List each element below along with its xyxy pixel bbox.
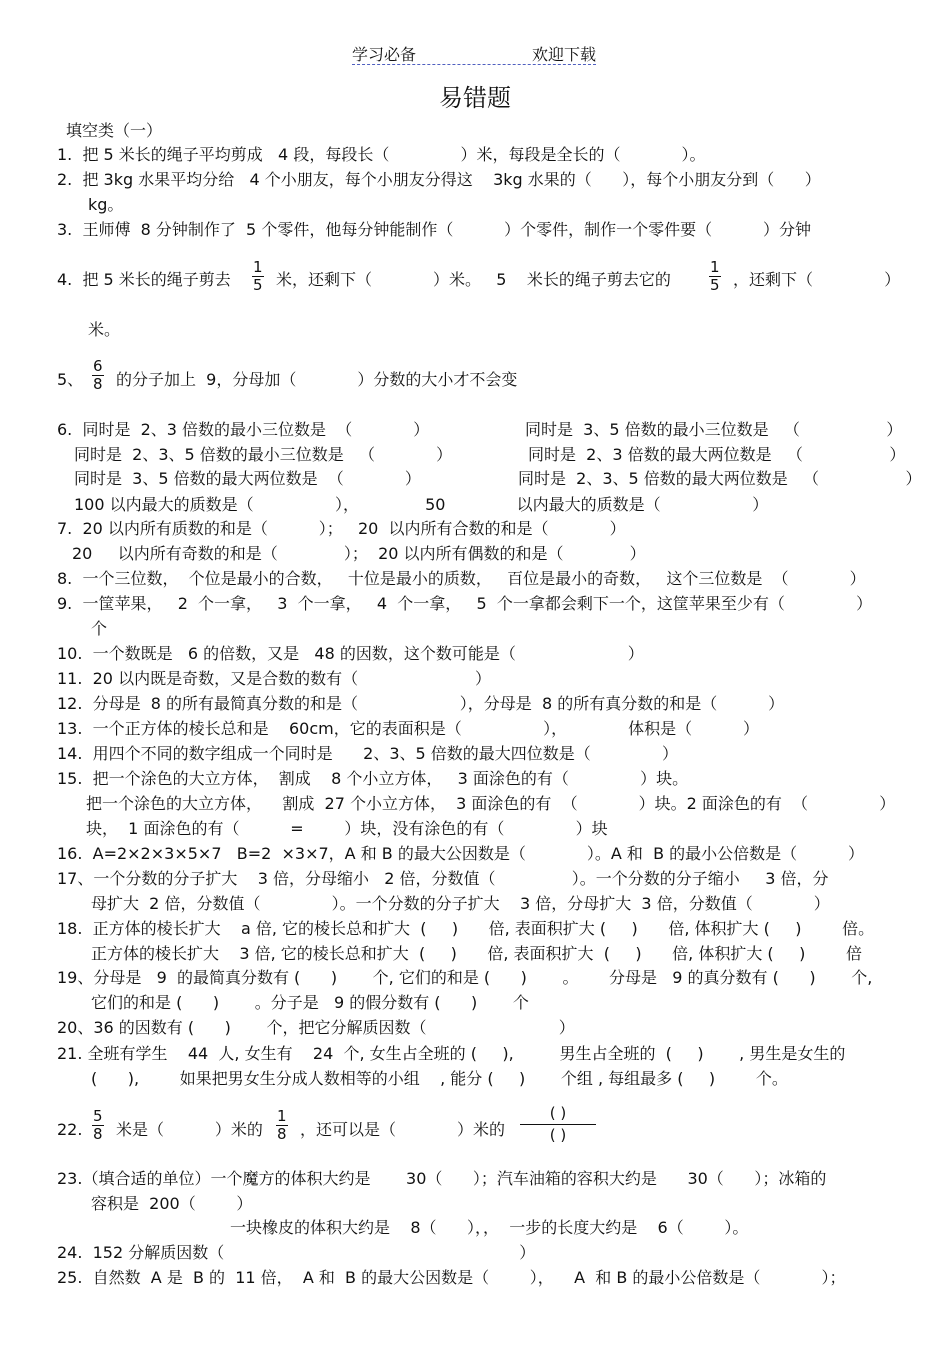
question-16: 16. A=2×2×3×5×7 B=2 ×3×7，A 和 B 的最大公因数是（ ）。A 和 B 的最小公倍数是（ ） (57, 844, 864, 863)
fraction-denominator: 8 (277, 1125, 287, 1143)
fraction-five-eighths (92, 1108, 104, 1143)
fraction-numerator: 1 (277, 1107, 287, 1125)
question-22-text-b: ，还可以是（ ）米的 (300, 1120, 506, 1139)
question-19-a: 19、分母是 9 的最简真分数有 ( ) 个, 它们的和是 ( ) 。 分母是 9 的真分数有 ( ) 个, (57, 968, 873, 987)
fraction-one-fifth-b (709, 259, 721, 294)
header-dashed-rule (352, 64, 596, 65)
page-header (352, 42, 596, 66)
question-18-b: 正方体的棱长扩大 3 倍, 它的棱长总和扩大 ( ) 倍, 表面积扩大 ( ) 倍, 体积扩大 ( ) 倍 (91, 944, 863, 963)
question-2-cont: kg。 (88, 195, 124, 214)
fraction-numerator: 1 (253, 258, 263, 276)
question-17-a: 17、一个分数的分子扩大 3 倍，分母缩小 2 倍，分数值（ ）。一个分数的分子缩小 3 倍，分 (57, 869, 829, 888)
question-13: 13. 一个正方体的棱长总和是 60cm，它的表面积是（ ）， 体积是（ ） (57, 719, 759, 738)
page-title: 易错题 (439, 84, 511, 112)
question-1: 1. 把 5 米长的绳子平均剪成 4 段，每段长（ ）米，每段是全长的（ ）。 (57, 145, 706, 164)
question-2: 2. 把 3kg 水果平均分给 4 个小朋友，每个小朋友分得这 3kg 水果的（ ），每个小朋友分到（ ） (57, 170, 821, 189)
question-23-a: 23.（填合适的单位）一个魔方的体积大约是 30（ ）；汽车油箱的容积大约是 30（ ）；冰箱的 (57, 1169, 827, 1188)
question-8: 8. 一个三位数， 个位是最小的合数， 十位是最小的质数， 百位是最小的奇数， 这个三位数是 （ ） (57, 569, 866, 588)
fraction-denominator: 5 (253, 276, 263, 294)
header-left-text: 学习必备 (352, 45, 417, 64)
question-6-g: 100 以内最大的质数是（ ）， 50 以内最大的质数是（ ） (74, 495, 769, 514)
question-6-d: 同时是 2、3 倍数的最大两位数是 （ ） (528, 445, 906, 464)
question-23-c: 一块橡皮的体积大约是 8（ ），， 一步的长度大约是 6（ ）。 (230, 1218, 749, 1237)
question-15-a: 15. 把一个涂色的大立方体， 割成 8 个小立方体， 3 面涂色的有（ ）块。 (57, 769, 689, 788)
fraction-one-fifth-a (252, 259, 264, 294)
question-9: 9. 一筐苹果， 2 个一拿， 3 个一拿， 4 个一拿， 5 个一拿都会剩下一个，这筐苹果至少有（ ） (57, 594, 873, 613)
question-4-part3: ，还剩下（ ） (733, 270, 901, 289)
question-24: 24. 152 分解质因数（ ） (57, 1243, 536, 1262)
question-21-a: 21. 全班有学生 44 人, 女生有 24 个, 女生占全班的 ( ), 男生占全班的 ( ) , 男生是女生的 (57, 1044, 846, 1063)
fraction-denominator: 8 (93, 375, 103, 393)
question-25: 25. 自然数 A 是 B 的 11 倍， A 和 B 的最大公因数是（ ）， A 和 B 的最小公倍数是（ ）； (57, 1268, 846, 1287)
question-20: 20、36 的因数有 ( ) 个，把它分解质因数（ ） (57, 1018, 575, 1037)
question-15-b: 把一个涂色的大立方体， 割成 27 个小立方体， 3 面涂色的有 （ ）块。2 面涂色的有 （ ） (86, 794, 896, 813)
fraction-numerator: 5 (93, 1107, 103, 1125)
question-6-c: 同时是 2、3、5 倍数的最小三位数是 （ ） (74, 445, 453, 464)
fraction-numerator: ( ) (520, 1105, 596, 1125)
section-heading: 填空类（一） (66, 121, 163, 140)
fraction-numerator: 6 (93, 357, 103, 375)
fraction-denominator: 8 (93, 1125, 103, 1143)
fraction-one-eighth (276, 1108, 288, 1143)
question-11: 11. 20 以内既是奇数，又是合数的数有（ ） (57, 669, 492, 688)
question-10: 10. 一个数既是 6 的倍数，又是 48 的因数，这个数可能是（ ） (57, 644, 644, 663)
fraction-denominator: 5 (710, 276, 720, 294)
question-22-number: 22. (57, 1120, 83, 1139)
question-23-b: 容积是 200（ ） (91, 1194, 253, 1213)
question-5-number: 5、 (57, 370, 84, 389)
question-12: 12. 分母是 8 的所有最简真分数的和是（ ），分母是 8 的所有真分数的和是（ ） (57, 694, 785, 713)
question-22-text-a: 米是（ ）米的 (116, 1120, 263, 1139)
question-9-cont: 个 (91, 619, 108, 638)
question-4-part2: 米，还剩下（ ）米。 5 米长的绳子剪去它的 (276, 270, 671, 289)
question-7-b: 20 以内所有奇数的和是（ ）； 20 以内所有偶数的和是（ ） (72, 544, 646, 563)
question-17-b: 母扩大 2 倍，分数值（ ）。一个分数的分子扩大 3 倍，分母扩大 3 倍，分数值（ ） (91, 894, 830, 913)
fraction-blank (520, 1105, 596, 1144)
fraction-six-eighths (92, 358, 104, 393)
question-6-e: 同时是 3、5 倍数的最大两位数是 （ ） (74, 469, 421, 488)
question-19-b: 它们的和是 ( ) 。分子是 9 的假分数有 ( ) 个 (91, 993, 529, 1012)
header-right-text: 欢迎下载 (531, 45, 596, 64)
question-14: 14. 用四个不同的数字组成一个同时是 2、3、5 倍数的最大四位数是（ ） (57, 744, 678, 763)
question-7-a: 7. 20 以内所有质数的和是（ ）； 20 以内所有合数的和是（ ） (57, 519, 626, 538)
fraction-numerator: 1 (710, 258, 720, 276)
question-15-c: 块， 1 面涂色的有（ = ）块，没有涂色的有（ ）块 (86, 819, 608, 838)
question-5-text: 的分子加上 9，分母加（ ）分数的大小才不会变 (116, 370, 518, 389)
question-4-part1: 4. 把 5 米长的绳子剪去 (57, 270, 231, 289)
fraction-denominator: ( ) (549, 1126, 567, 1144)
question-3: 3. 王师傅 8 分钟制作了 5 个零件，他每分钟能制作（ ）个零件，制作一个零件要（ ）分钟 (57, 220, 812, 239)
question-6-f: 同时是 2、3、5 倍数的最大两位数是 （ ） (518, 469, 922, 488)
question-21-b: ( ), 如果把男女生分成人数相等的小组 , 能分 ( ) 个组 , 每组最多 ( ) 个。 (91, 1069, 788, 1088)
question-6-b: 同时是 3、5 倍数的最小三位数是 （ ） (525, 420, 903, 439)
question-6-a: 6. 同时是 2、3 倍数的最小三位数是 （ ） (57, 420, 430, 439)
question-18-a: 18. 正方体的棱长扩大 a 倍, 它的棱长总和扩大 ( ) 倍, 表面积扩大 ( ) 倍, 体积扩大 ( ) 倍。 (57, 919, 875, 938)
question-4-cont: 米。 (88, 320, 121, 339)
